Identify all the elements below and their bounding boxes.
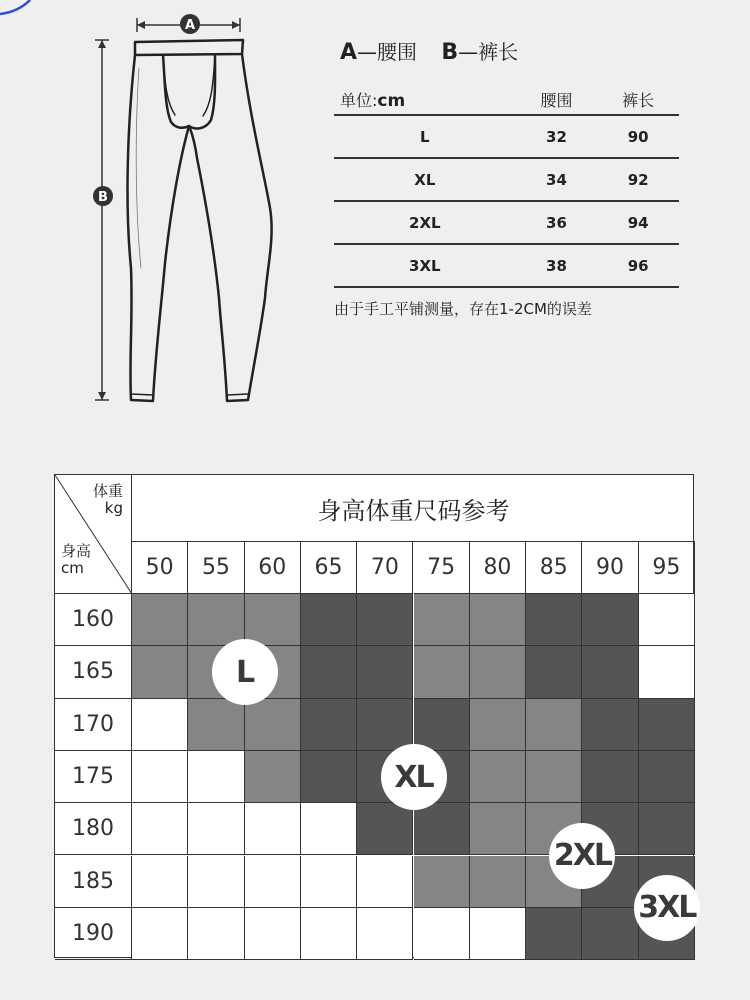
size-measurement-table (334, 84, 679, 288)
length-cell: 96 (597, 244, 679, 287)
size-grid-cell (245, 699, 301, 751)
size-grid-cell (132, 803, 188, 855)
size-grid-cell (357, 908, 413, 960)
size-grid-cell (470, 699, 526, 751)
length-cell: 94 (597, 201, 679, 244)
size-grid-cell (245, 908, 301, 960)
size-grid-cell (357, 803, 413, 855)
length-cell: 92 (597, 158, 679, 201)
legend-a-key: A (340, 40, 358, 65)
size-grid-cell (188, 699, 244, 751)
size-grid-cell (639, 646, 695, 698)
measurement-note: 由于手工平铺测量，存在1-2CM的误差 (334, 300, 592, 318)
size-badge: 3XL (634, 875, 700, 941)
size-grid-cell (414, 646, 470, 698)
table-corner-header (55, 475, 132, 594)
weight-column-header: 65 (301, 541, 357, 594)
size-grid-cell (301, 751, 357, 803)
size-grid-cell (470, 908, 526, 960)
unit-header: 单位:cm (334, 84, 516, 115)
size-grid-cell (188, 751, 244, 803)
size-grid-cell (132, 856, 188, 908)
weight-column-header: 55 (188, 541, 244, 594)
size-grid-cell (414, 699, 470, 751)
corner-arc-decoration (0, 0, 40, 20)
size-grid-cell (301, 856, 357, 908)
weight-column-header: 80 (470, 541, 526, 594)
size-row (334, 244, 679, 287)
size-cell: 3XL (334, 244, 516, 287)
size-grid-cell (245, 856, 301, 908)
size-grid-cell (414, 856, 470, 908)
size-grid-cell (245, 803, 301, 855)
size-grid-cell (357, 699, 413, 751)
weight-column-header: 90 (582, 541, 638, 594)
size-grid-cell (188, 803, 244, 855)
size-grid-cell (526, 646, 582, 698)
size-grid-cell (582, 908, 638, 960)
size-grid-cell (526, 594, 582, 646)
size-grid-cell (414, 803, 470, 855)
size-grid-cell (357, 646, 413, 698)
size-grid-cell (639, 699, 695, 751)
size-grid-cell (301, 594, 357, 646)
height-row-header: 175 (55, 751, 132, 803)
size-row (334, 158, 679, 201)
size-badge: XL (381, 744, 447, 810)
size-grid-cell (245, 751, 301, 803)
measurement-legend (340, 36, 518, 65)
svg-text:A: A (184, 18, 196, 33)
size-grid-cell (132, 908, 188, 960)
height-row-header: 185 (55, 856, 132, 908)
size-grid-cell (526, 699, 582, 751)
size-grid-cell (526, 908, 582, 960)
weight-axis-label: 体重 kg (92, 482, 123, 517)
svg-text:B: B (98, 190, 108, 205)
size-grid-cell (470, 856, 526, 908)
legend-b-key: B (441, 40, 459, 65)
size-grid-cell (526, 751, 582, 803)
weight-column-header: 75 (414, 541, 470, 594)
size-grid-cell (245, 594, 301, 646)
pants-outline (128, 40, 272, 401)
pants-diagram (85, 8, 285, 408)
size-grid-cell (301, 908, 357, 960)
size-cell: XL (334, 158, 516, 201)
size-grid-cell (470, 594, 526, 646)
size-grid-cell (357, 856, 413, 908)
size-badge: 2XL (549, 823, 615, 889)
size-grid-cell (470, 803, 526, 855)
weight-column-header: 95 (639, 541, 695, 594)
waist-cell: 36 (516, 201, 598, 244)
reference-title: 身高体重尺码参考 (132, 475, 695, 542)
length-header: 裤长 (597, 84, 679, 115)
size-grid-cell (301, 646, 357, 698)
size-grid-cell (582, 646, 638, 698)
size-grid-cell (414, 908, 470, 960)
height-row-header: 180 (55, 803, 132, 855)
size-grid-cell (301, 803, 357, 855)
length-cell: 90 (597, 115, 679, 158)
size-grid-cell (132, 646, 188, 698)
size-grid-cell (357, 594, 413, 646)
height-row-header: 160 (55, 594, 132, 646)
size-grid-cell (188, 856, 244, 908)
weight-column-header: 60 (245, 541, 301, 594)
size-row (334, 115, 679, 158)
height-row-header: 170 (55, 699, 132, 751)
size-grid-cell (470, 751, 526, 803)
height-row-header: 165 (55, 646, 132, 698)
size-grid-cell (639, 803, 695, 855)
height-row-header: 190 (55, 908, 132, 960)
size-grid-cell (470, 646, 526, 698)
length-dimension-line (95, 40, 109, 400)
legend-a-label: —腰围 (357, 40, 418, 64)
height-weight-reference-table (54, 474, 694, 958)
size-cell: 2XL (334, 201, 516, 244)
size-grid-cell (132, 699, 188, 751)
height-axis-label: 身高 cm (61, 542, 92, 577)
length-marker-b (93, 186, 113, 206)
size-grid-cell (188, 908, 244, 960)
size-grid-cell (188, 594, 244, 646)
size-grid-cell (414, 594, 470, 646)
size-badge: L (212, 639, 278, 705)
waist-cell: 32 (516, 115, 598, 158)
waist-cell: 34 (516, 158, 598, 201)
size-grid-cell (132, 751, 188, 803)
size-grid-cell (301, 699, 357, 751)
size-grid-cell (639, 751, 695, 803)
waist-header: 腰围 (516, 84, 598, 115)
weight-column-header: 70 (357, 541, 413, 594)
size-grid-cell (582, 699, 638, 751)
waist-marker-a (180, 14, 200, 34)
legend-b-label: —裤长 (458, 40, 519, 64)
weight-column-header: 85 (526, 541, 582, 594)
size-table-header (334, 84, 679, 115)
size-grid-cell (582, 594, 638, 646)
weight-column-header: 50 (132, 541, 188, 594)
size-grid-cell (132, 594, 188, 646)
size-cell: L (334, 115, 516, 158)
size-grid-cell (582, 751, 638, 803)
waist-cell: 38 (516, 244, 598, 287)
size-grid-cell (639, 594, 695, 646)
size-row (334, 201, 679, 244)
